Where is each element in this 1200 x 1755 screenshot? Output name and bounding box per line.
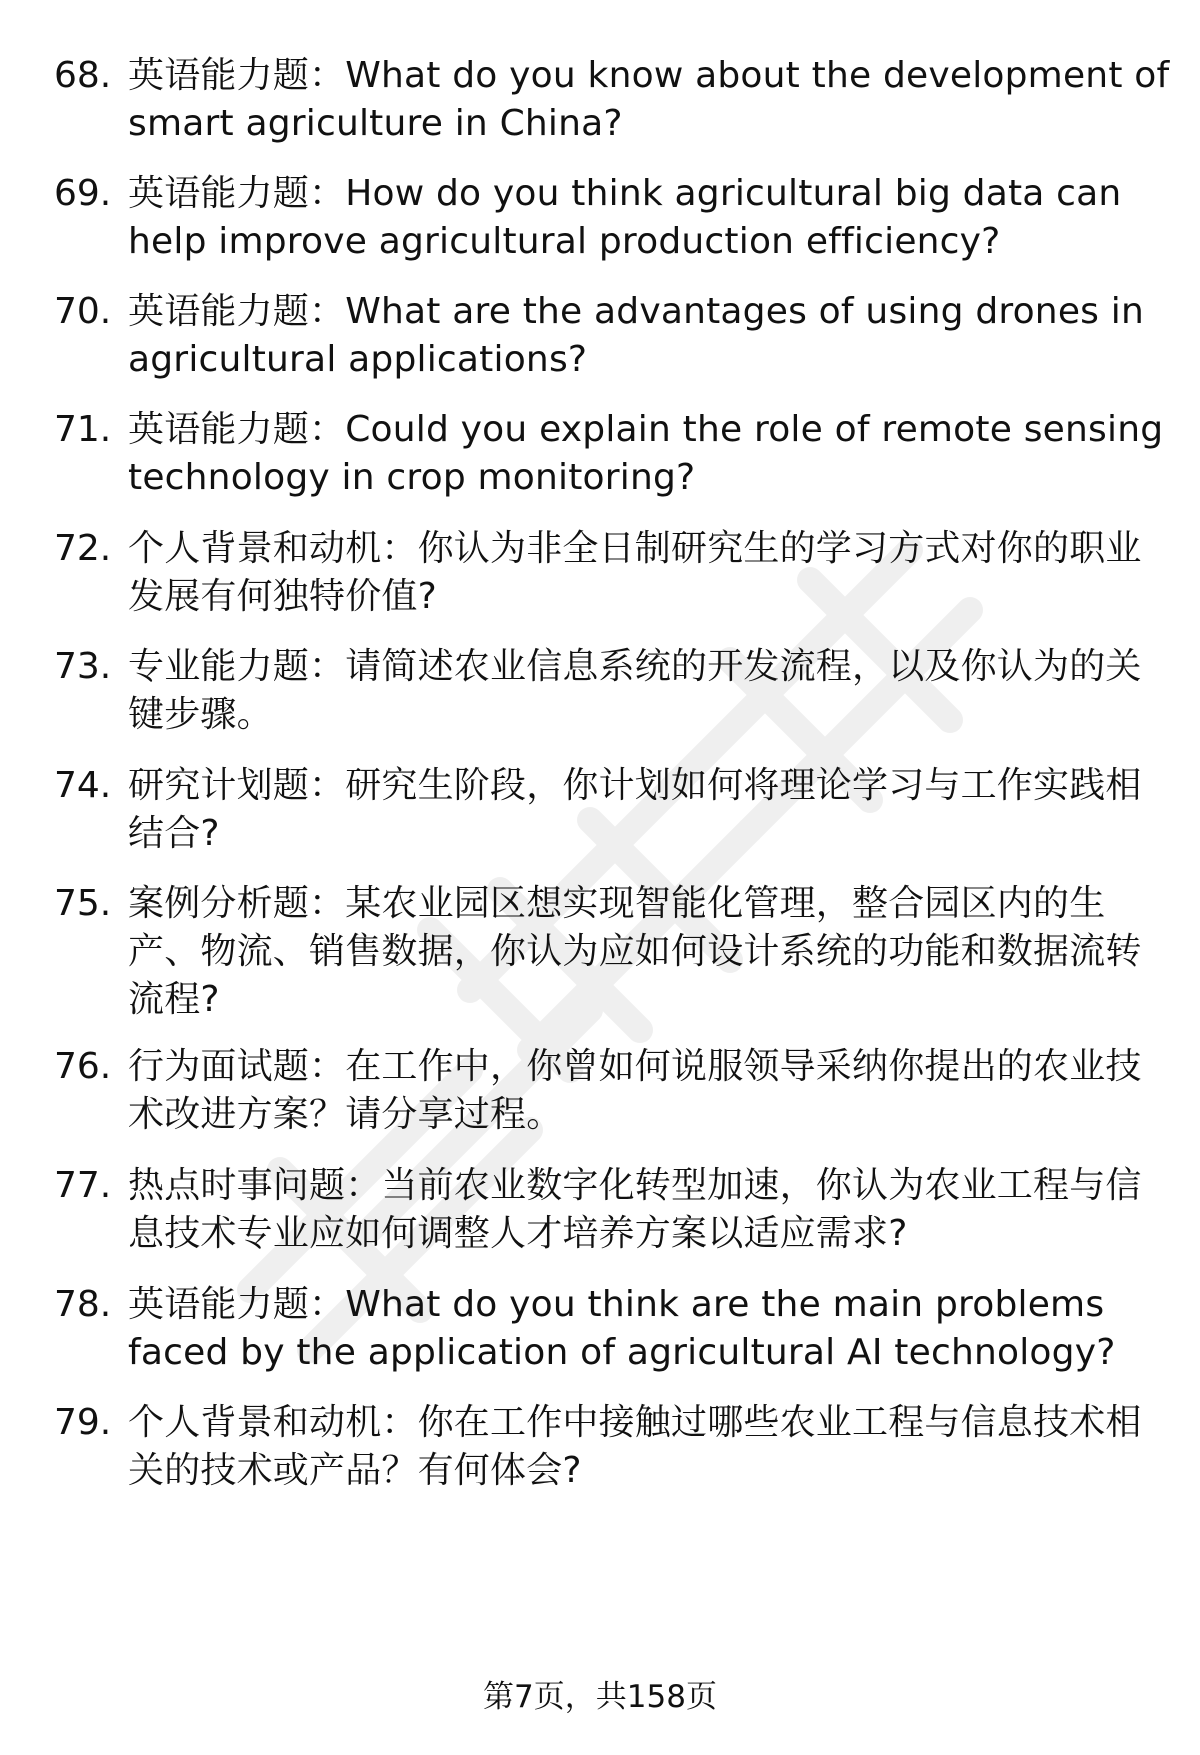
question-number: 79. [54,1402,112,1443]
question-text-line: 流程? [128,979,220,1020]
question-text [128,762,1142,858]
question-text-line: agricultural applications? [128,339,588,380]
question-text [128,1399,1142,1495]
question-text-line: 英语能力题：What do you know about the development of [128,55,1170,96]
question-text [128,288,1144,384]
question-text-line: 关的技术或产品？有何体会? [128,1450,582,1491]
question-text-line: 产、物流、销售数据，你认为应如何设计系统的功能和数据流转 [128,931,1142,972]
question-number: 75. [54,883,112,924]
question-number: 73. [54,646,112,687]
question-number: 69. [54,173,112,214]
question-number: 70. [54,291,112,332]
question-text-line: faced by the application of agricultural AI technology? [128,1332,1116,1373]
question-number: 72. [54,528,112,569]
question-text [128,170,1138,266]
question-text-line: 个人背景和动机：你认为非全日制研究生的学习方式对你的职业 [128,528,1142,569]
question-text-line: 研究计划题：研究生阶段，你计划如何将理论学习与工作实践相 [128,765,1142,806]
question-text-line: 案例分析题：某农业园区想实现智能化管理，整合园区内的生 [128,883,1106,924]
question-text [128,52,1170,148]
question-text-line: 英语能力题：What are the advantages of using drones in [128,291,1144,332]
question-text-line: smart agriculture in China? [128,103,623,144]
question-text-line: 键步骤。 [128,694,273,735]
question-text-line: 行为面试题：在工作中，你曾如何说服领导采纳你提出的农业技 [128,1046,1142,1087]
question-text-line: 个人背景和动机：你在工作中接触过哪些农业工程与信息技术相 [128,1402,1142,1443]
question-text [128,643,1142,739]
question-text-line: 专业能力题：请简述农业信息系统的开发流程，以及你认为的关 [128,646,1142,687]
question-number: 78. [54,1284,112,1325]
question-text-line: technology in crop monitoring? [128,457,696,498]
question-text-line: help improve agricultural production efficiency? [128,221,1001,262]
question-text [128,1043,1142,1139]
page-number: 第7页，共158页 [483,1679,717,1715]
question-text [128,525,1142,621]
question-text [128,1162,1142,1258]
question-text [128,1281,1138,1377]
question-number: 74. [54,765,112,806]
question-text-line: 息技术专业应如何调整人才培养方案以适应需求? [128,1213,908,1254]
question-number: 76. [54,1046,112,1087]
question-text-line: 发展有何独特价值? [128,576,437,617]
question-text-line: 英语能力题：How do you think agricultural big data can [128,173,1122,214]
question-text-line: 热点时事问题：当前农业数字化转型加速，你认为农业工程与信 [128,1165,1142,1206]
question-text [128,406,1164,502]
question-number: 77. [54,1165,112,1206]
question-number: 71. [54,409,112,450]
question-text-line: 英语能力题：Could you explain the role of remote sensing [128,409,1164,450]
question-text [128,880,1142,1024]
question-number: 68. [54,55,112,96]
question-text-line: 结合? [128,813,220,854]
question-text-line: 英语能力题：What do you think are the main problems [128,1284,1105,1325]
question-text-line: 术改进方案？请分享过程。 [128,1094,563,1135]
